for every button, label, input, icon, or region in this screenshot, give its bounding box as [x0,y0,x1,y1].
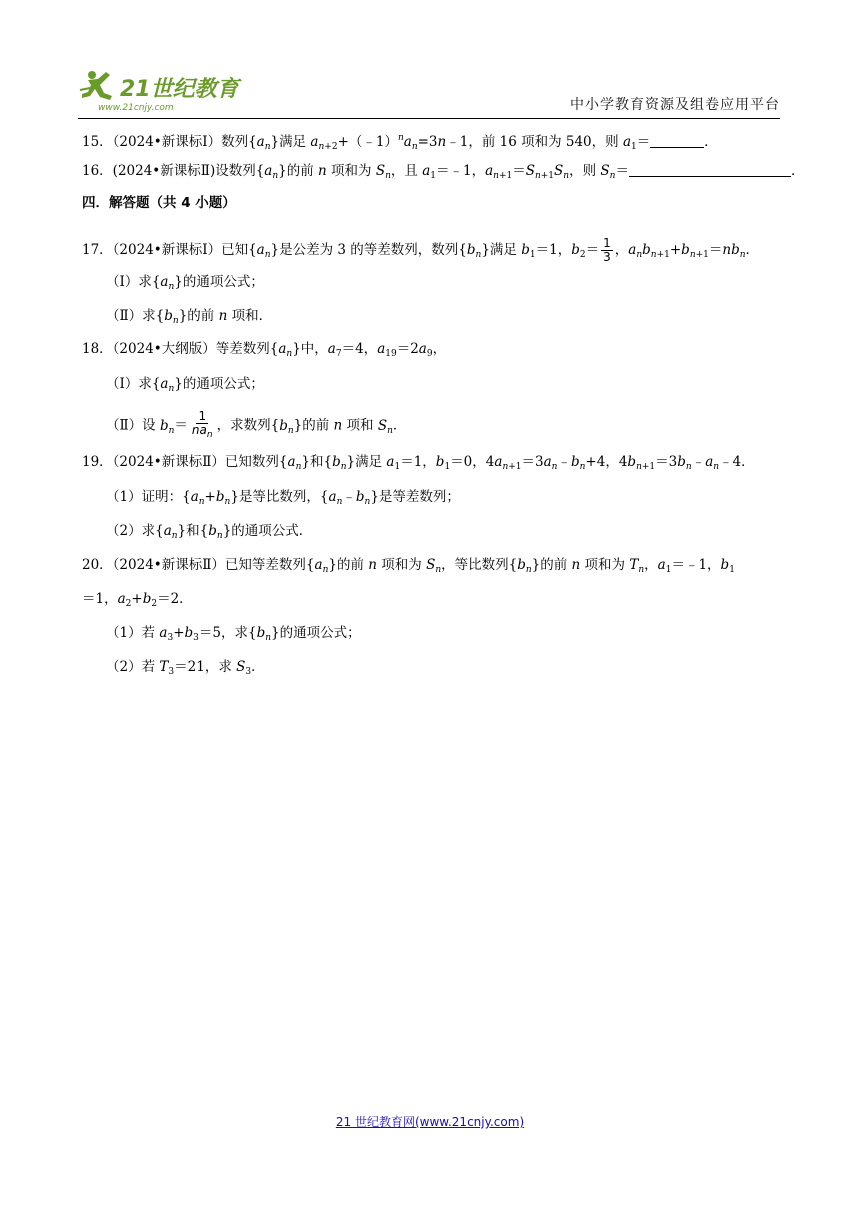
fraction-one-over-nan: $\frac{1}{na_n}$ [191,409,213,440]
section-title: 四．解答题（共 4 小题） [82,195,236,211]
question-18-part-2: （Ⅱ）设 $b_n=$ $\frac{1}{na_n}$ ，求数列$\{b_n\}$的前 n 项和 $S_n$． [106,409,407,440]
question-18-part-1: （Ⅰ）求$\{a_n\}$的通项公式； [106,376,264,394]
page-footer [0,1113,860,1130]
question-20-part-2: （2）若 $T_3=21$，求 $S_3$． [106,659,265,677]
footer-link[interactable]: 21 世纪教育网(www.21cnjy.com) [335,1115,525,1129]
question-16: 16．(2024•新课标Ⅱ)设数列$\{a_n\}$的前 n 项和为 $S_n$，且 $a_1=﹣1$，$a_{n+1}=S_{n+1}S_n$，则 $S_n=$ ． [82,163,805,181]
question-20: 20．（2024•新课标Ⅱ）已知等差数列$\{a_n\}$的前 n 项和为 $S_n$，等比数列$\{b_n\}$的前 n 项和为 $T_n$，$a_1=﹣1$，$b_1$ [82,557,735,575]
fraction-one-third: $\frac{1}{3}$ [603,236,611,264]
platform-title: 中小学教育资源及组卷应用平台 [570,97,780,113]
question-17: 17．（2024•新课标Ⅰ）已知$\{a_n\}$是公差为 3 的等差数列，数列$\{b_n\}$满足 $b_1=1$，$b_2=$ $\frac{1}{3}$ ，$a_nb_{n+1}+b_{n+1}=nb_n$． [82,236,760,264]
question-19-part-1: （1）证明：$\{a_n+b_n\}$是等比数列，$\{a_n﹣b_n\}$是等差数列； [106,489,460,507]
question-20-part-1: （1）若 $a_3+b_3=5$，求$\{b_n\}$的通项公式； [106,625,361,643]
question-20-line-2: ＝1，$a_2+b_2=2$． [82,591,193,609]
svg-text:www.21cnjy.com: www.21cnjy.com [98,103,174,113]
answer-blank-15[interactable] [650,133,704,148]
question-18: 18．（2024•大纲版）等差数列$\{a_n\}$中，$a_7=4$，$a_{19}=2a_9$， [82,341,447,359]
question-15: 15．（2024•新课标Ⅰ）数列$\{a_n\}$满足 $a_{n+2}+(﹣1)^na_n=3n﹣1$，前 16 项和为 540，则 $a_1=$ ． [82,133,718,152]
answer-blank-16[interactable] [629,162,791,177]
site-logo [78,66,258,114]
question-17-part-2: （Ⅱ）求$\{b_n\}$的前 n 项和． [106,308,273,326]
question-17-part-1: （Ⅰ）求$\{a_n\}$的通项公式； [106,274,264,292]
page-header [78,66,780,120]
header-divider [78,118,780,119]
question-19-part-2: （2）求$\{a_n\}$和$\{b_n\}$的通项公式． [106,523,313,541]
svg-text:21世纪教育: 21世纪教育 [120,77,239,102]
question-19: 19．（2024•新课标Ⅱ）已知数列$\{a_n\}$和$\{b_n\}$满足 $a_1=1$，$b_1=0$，$4a_{n+1}=3a_n﹣b_n+4$，$4b_{n+1}=3b_n﹣a_n﹣4$． [82,454,755,472]
